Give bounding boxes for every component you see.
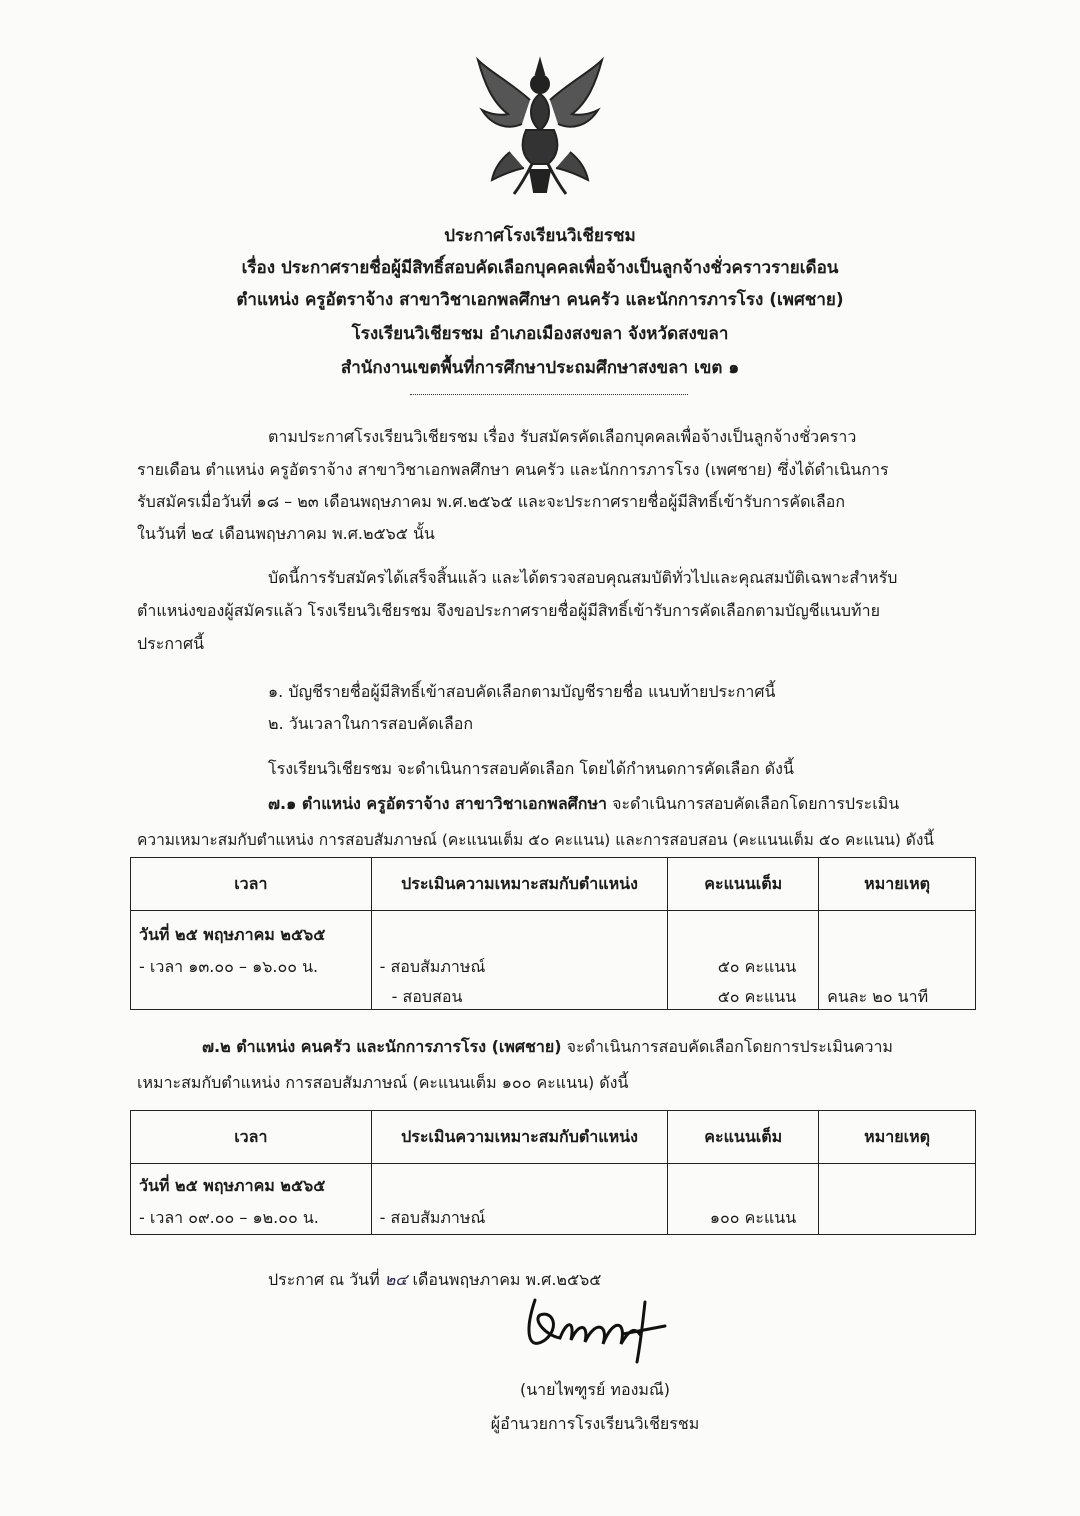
schedule-intro: โรงเรียนวิเชียรชม จะดำเนินการสอบคัดเลือก โดยได้กำหนดการคัดเลือก ดังนี้ — [268, 759, 794, 778]
exam-date: วันที่ ๒๕ พฤษภาคม ๒๕๖๕ — [139, 925, 326, 944]
title-office: สำนักงานเขตพื้นที่การศึกษาประถมศึกษาสงขลา เขต ๑ — [340, 358, 740, 378]
table-row — [131, 911, 976, 1010]
score-interview: ๑๐๐ คะแนน — [709, 1208, 797, 1227]
announce-prefix: ประกาศ ณ วันที่ — [268, 1270, 385, 1289]
signer-title: ผู้อำนวยการโรงเรียนวิเชียรชม — [490, 1414, 700, 1433]
table-header-row — [131, 858, 976, 911]
section-7-2-heading: ๗.๒ ตำแหน่ง คนครัว และนักการภารโรง (เพศชาย) — [202, 1037, 562, 1056]
announce-day: ๒๔ — [384, 1270, 408, 1289]
para2-line2: ตำแหน่งของผู้สมัครแล้ว โรงเรียนวิเชียรชม จึงขอประกาศรายชื่อผู้มีสิทธิ์เข้ารับการคัดเลือกตามบัญชีแนบท้าย — [137, 601, 880, 620]
section-7-1-heading: ๗.๑ ตำแหน่ง ครูอัตราจ้าง สาขาวิชาเอกพลศึกษา — [268, 794, 607, 813]
dotted-divider — [410, 394, 688, 395]
table-header-row — [131, 1111, 976, 1164]
title-subject: เรื่อง ประกาศรายชื่อผู้มีสิทธิ์สอบคัดเลือกบุคคลเพื่อจ้างเป็นลูกจ้างชั่วคราวรายเดือน — [241, 258, 839, 278]
assess-teaching: - สอบสอน — [391, 987, 463, 1006]
section-7-2-line2: เหมาะสมกับตำแหน่ง การสอบสัมภาษณ์ (คะแนนเต็ม ๑๐๐ คะแนน) ดังนี้ — [137, 1073, 629, 1092]
col-score-header: คะแนนเต็ม — [668, 858, 819, 911]
para1-line2: รายเดือน ตำแหน่ง ครูอัตราจ้าง สาขาวิชาเอกพลศึกษา คนครัว และนักการภารโรง (เพศชาย) ซึ่งได้ดำเนินการ — [137, 460, 889, 479]
exam-time: - เวลา ๑๓.๐๐ – ๑๖.๐๐ น. — [139, 957, 319, 976]
col-note-header: หมายเหตุ — [819, 858, 976, 911]
assess-interview: - สอบสัมภาษณ์ — [379, 957, 486, 976]
para1-line4: ในวันที่ ๒๔ เดือนพฤษภาคม พ.ศ.๒๕๖๕ นั้น — [137, 524, 435, 543]
col-assess-header: ประเมินความเหมาะสมกับตำแหน่ง — [371, 1111, 668, 1164]
signature-image — [505, 1290, 690, 1370]
para2-line3: ประกาศนี้ — [137, 634, 205, 653]
section-7-1-line2: ความเหมาะสมกับตำแหน่ง การสอบสัมภาษณ์ (คะแนนเต็ม ๕๐ คะแนน) และการสอบสอน (คะแนนเต็ม ๕๐ คะแนน) ดังนี้ — [137, 831, 935, 849]
schedule-table-2 — [130, 1110, 976, 1235]
section-7-2-text: จะดำเนินการสอบคัดเลือกโดยการประเมินความ — [561, 1037, 893, 1056]
title-school: โรงเรียนวิเชียรชม อำเภอเมืองสงขลา จังหวัดสงขลา — [351, 324, 729, 344]
col-time-header: เวลา — [131, 1111, 372, 1164]
list-item-1: ๑. บัญชีรายชื่อผู้มีสิทธิ์เข้าสอบคัดเลือกตามบัญชีรายชื่อ แนบท้ายประกาศนี้ — [268, 682, 776, 701]
para2-line1: บัดนี้การรับสมัครได้เสร็จสิ้นแล้ว และได้ตรวจสอบคุณสมบัติทั่วไปและคุณสมบัติเฉพาะสำหรับ — [268, 568, 898, 587]
score-teaching: ๕๐ คะแนน — [717, 987, 797, 1006]
section-7-1-text: จะดำเนินการสอบคัดเลือกโดยการประเมิน — [607, 794, 900, 813]
schedule-table-1 — [130, 857, 976, 1010]
title-position: ตำแหน่ง ครูอัตราจ้าง สาขาวิชาเอกพลศึกษา คนครัว และนักการภารโรง (เพศชาย) — [236, 290, 844, 310]
para1-line3: รับสมัครเมื่อวันที่ ๑๘ – ๒๓ เดือนพฤษภาคม พ.ศ.๒๕๖๕ และจะประกาศรายชื่อผู้มีสิทธิ์เข้ารับการคัดเลือก — [137, 492, 846, 511]
exam-date: วันที่ ๒๕ พฤษภาคม ๒๕๖๕ — [139, 1176, 326, 1195]
signer-name: (นายไพฑูรย์ ทองมณี) — [519, 1380, 671, 1399]
table-row — [131, 1164, 976, 1235]
section-7-1-line1 — [268, 792, 899, 817]
list-item-2: ๒. วันเวลาในการสอบคัดเลือก — [268, 714, 474, 733]
assess-interview: - สอบสัมภาษณ์ — [379, 1208, 486, 1227]
para1-line1: ตามประกาศโรงเรียนวิเชียรชม เรื่อง รับสมัครคัดเลือกบุคคลเพื่อจ้างเป็นลูกจ้างชั่วคราว — [268, 427, 857, 446]
col-time-header: เวลา — [131, 858, 372, 911]
title-line-1: ประกาศโรงเรียนวิเชียรชม — [444, 226, 636, 246]
note-teaching: คนละ ๒๐ นาที — [827, 987, 929, 1006]
score-interview: ๕๐ คะแนน — [717, 957, 797, 976]
section-7-2-line1 — [202, 1035, 893, 1060]
col-score-header: คะแนนเต็ม — [668, 1111, 819, 1164]
col-assess-header: ประเมินความเหมาะสมกับตำแหน่ง — [371, 858, 668, 911]
announce-suffix: เดือนพฤษภาคม พ.ศ.๒๕๖๕ — [407, 1270, 602, 1289]
garuda-emblem-icon — [470, 52, 610, 202]
col-note-header: หมายเหตุ — [819, 1111, 976, 1164]
exam-time: - เวลา ๐๙.๐๐ – ๑๒.๐๐ น. — [139, 1208, 319, 1227]
